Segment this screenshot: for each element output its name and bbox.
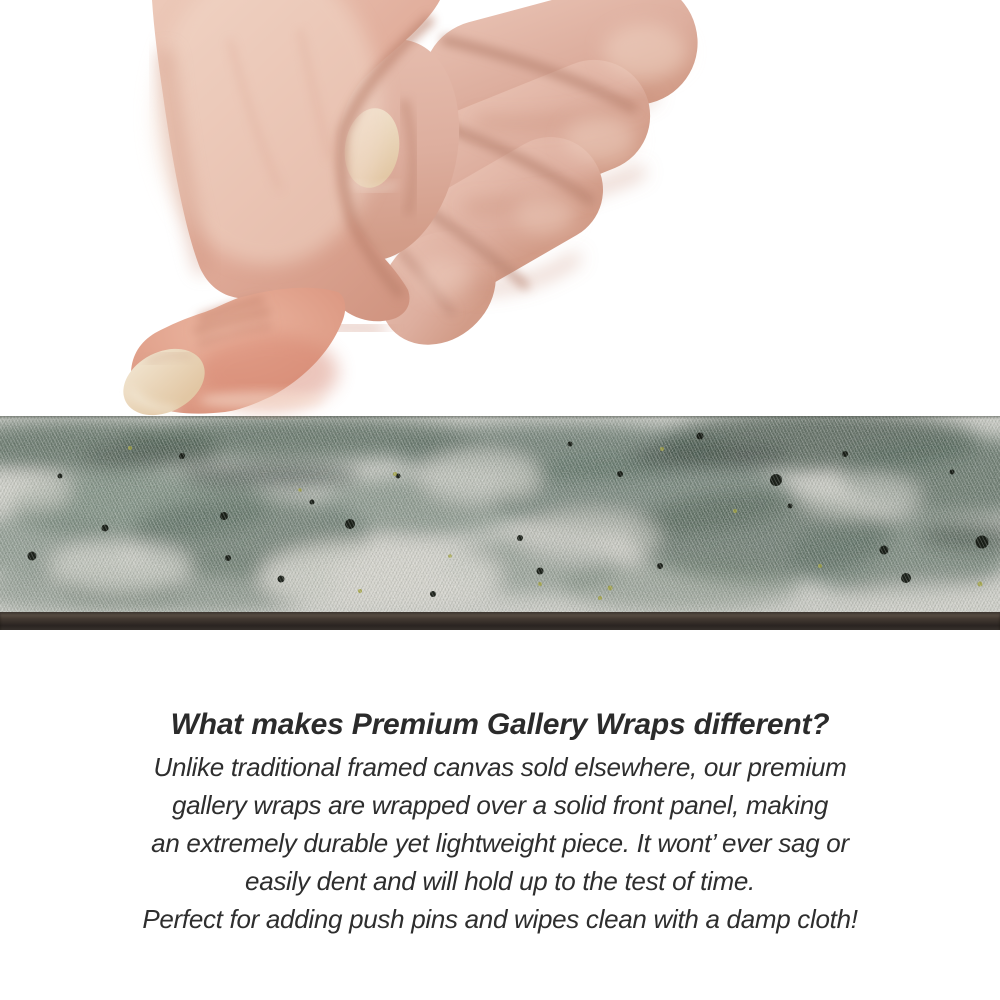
canvas-wrap-edge-photo bbox=[0, 416, 1000, 630]
canvas-front-texture bbox=[0, 416, 1000, 612]
body-line-5: Perfect for adding push pins and wipes clean with a damp cloth! bbox=[142, 904, 858, 934]
headline: What makes Premium Gallery Wraps different? bbox=[170, 708, 830, 741]
thumb bbox=[112, 288, 345, 420]
marketing-copy bbox=[0, 702, 1000, 938]
body-line-2: gallery wraps are wrapped over a solid front panel, making bbox=[171, 790, 829, 820]
body-line-3: an extremely durable yet lightweight piece. It wont’ ever sag or bbox=[151, 828, 849, 858]
canvas-panel-side-edge bbox=[0, 612, 1000, 630]
canvas-weave-overlay bbox=[0, 416, 1000, 612]
body-line-1: Unlike traditional framed canvas sold elsewhere, our premium bbox=[153, 752, 847, 782]
body-line-4: easily dent and will hold up to the test of time. bbox=[245, 866, 755, 896]
hand-pressing-photo bbox=[0, 0, 1000, 420]
